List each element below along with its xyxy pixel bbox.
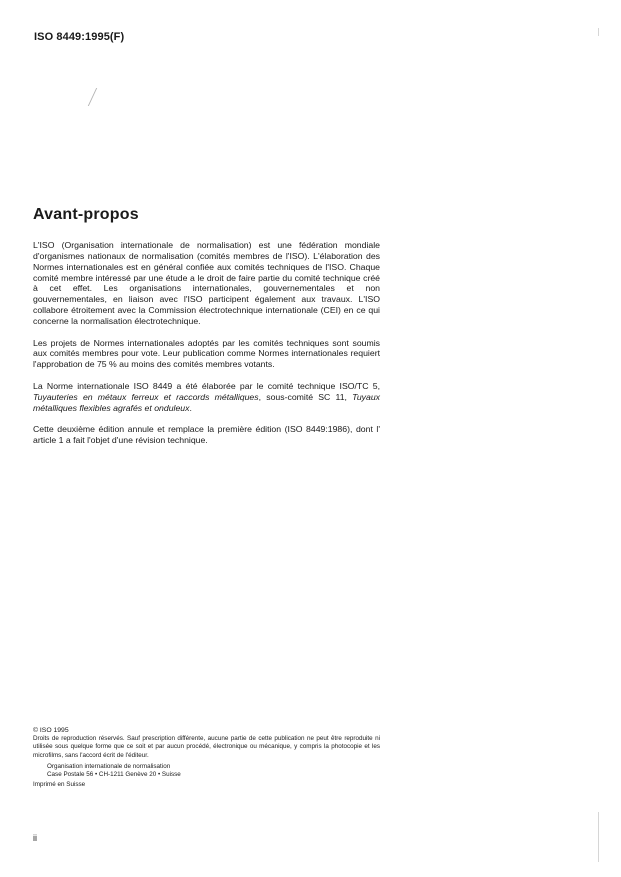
committee-text-3: .: [189, 402, 192, 413]
committee-text-2: , sous-comité SC 11,: [258, 391, 353, 402]
subcommittee-title-italic: Tuyaux métalliques flexibles agrafés et onduleux: [33, 391, 380, 413]
paragraph-iso-intro: L'ISO (Organisation internationale de normalisation) est une fédération mondiale d'organismes nationaux de normalisation (comités membres de l'ISO). L'élaboration des Normes internationales est en général confiée aux comités techniques de l'ISO. Chaque comité membre intéressé par une étude a le droit de faire partie du comité technique créé à cet effet. Les organisations internationales, gouvernementales et non gouvernementales, en liaison avec l'ISO participent également aux travaux. L'ISO collabore étroitement avec la Commission électrotechnique internationale (CEI) en ce qui concerne la normalisation électrotechnique.: [33, 240, 380, 326]
page-number: ii: [33, 833, 37, 843]
copyright-block: [33, 727, 380, 789]
edge-mark-top: [598, 28, 599, 36]
organization-name: Organisation internationale de normalisation: [47, 762, 171, 770]
document-identifier: ISO 8449:1995(F): [34, 31, 125, 43]
printed-in: Imprimé en Suisse: [33, 781, 86, 789]
committee-title-italic: Tuyauteries en métaux ferreux et raccords métalliques: [33, 391, 259, 402]
paragraph-committee: [33, 381, 380, 414]
postal-address: Case Postale 56 • CH-1211 Genève 20 • Suisse: [47, 771, 181, 779]
copyright-line: © ISO 1995: [33, 727, 69, 734]
committee-text-1: La Norme internationale ISO 8449 a été élaborée par le comité technique ISO/TC 5,: [33, 380, 380, 391]
paragraph-edition: Cette deuxième édition annule et remplace la première édition (ISO 8449:1986), dont l' article 1 a fait l'objet d'une révision technique.: [33, 424, 380, 446]
edge-mark-bottom: [598, 812, 599, 862]
foreword-body: [33, 240, 380, 457]
rights-notice: Droits de reproduction réservés. Sauf prescription différente, aucune partie de cette publication ne peut être reproduite ni utilisée sous quelque forme que ce soit et par aucun procédé, électronique ou mécanique, y compris la photocopie et les microfilms, sans l'accord écrit de l'éditeur.: [33, 735, 380, 759]
section-title: Avant-propos: [33, 206, 139, 223]
paragraph-draft-standards: Les projets de Normes internationales adoptés par les comités techniques sont soumis aux comités membres pour vote. Leur publication comme Normes internationales requiert l'approbation de 75 % au moins des comités membres votants.: [33, 337, 380, 370]
scan-mark: [80, 88, 97, 106]
